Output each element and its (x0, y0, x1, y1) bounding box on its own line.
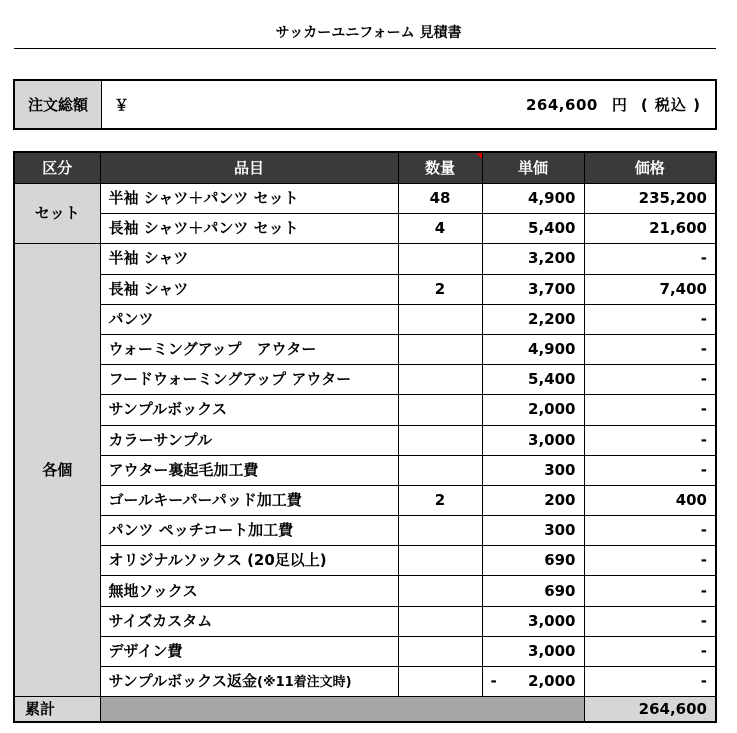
item-cell: 半袖 シャツ＋パンツ セット (100, 184, 398, 214)
price-cell: - (584, 334, 716, 364)
table-row (14, 304, 716, 334)
quantity-cell: 48 (398, 184, 482, 214)
unit-price-cell: 300 (482, 516, 584, 546)
price-cell: - (584, 546, 716, 576)
quantity-cell (398, 425, 482, 455)
item-cell: カラーサンプル (100, 425, 398, 455)
document-title: サッカーユニフォーム 見積書 (275, 25, 462, 41)
order-total-box (13, 79, 717, 130)
unit-price-cell: 3,000 (482, 636, 584, 666)
header-quantity-label: 数量 (424, 158, 455, 177)
order-total-amount: 264,600 (526, 95, 598, 114)
title-underline (14, 48, 716, 49)
table-header-row (14, 152, 716, 184)
item-cell: 無地ソックス (100, 576, 398, 606)
price-cell: 7,400 (584, 274, 716, 304)
header-quantity (398, 152, 482, 184)
price-cell: - (584, 425, 716, 455)
item-cell: パンツ ペッチコート加工費 (100, 516, 398, 546)
price-cell: 235,200 (584, 184, 716, 214)
table-row (14, 244, 716, 274)
price-cell: - (584, 636, 716, 666)
table-row (14, 425, 716, 455)
quantity-cell (398, 576, 482, 606)
quantity-cell: 2 (398, 274, 482, 304)
item-cell: デザイン費 (100, 636, 398, 666)
item-cell (100, 667, 398, 697)
price-cell: - (584, 244, 716, 274)
unit-price-cell: 690 (482, 576, 584, 606)
item-cell: ウォーミングアップ アウター (100, 334, 398, 364)
group-label-individual: 各個 (14, 244, 100, 697)
price-cell: 21,600 (584, 214, 716, 244)
item-cell: パンツ (100, 304, 398, 334)
unit-price-cell: 5,400 (482, 214, 584, 244)
quantity-cell (398, 546, 482, 576)
unit-price-cell: 200 (482, 485, 584, 515)
price-cell: - (584, 606, 716, 636)
quantity-cell (398, 395, 482, 425)
quantity-cell (398, 334, 482, 364)
currency-symbol: ￥ (114, 96, 130, 114)
item-cell: ゴールキーパーパッド加工費 (100, 485, 398, 515)
quantity-cell: 2 (398, 485, 482, 515)
unit-price-cell: 300 (482, 455, 584, 485)
table-row (14, 516, 716, 546)
table-row (14, 395, 716, 425)
quantity-cell (398, 244, 482, 274)
price-cell: - (584, 455, 716, 485)
table-row (14, 485, 716, 515)
quantity-cell (398, 365, 482, 395)
unit-price-cell: 690 (482, 546, 584, 576)
table-row (14, 455, 716, 485)
price-cell: - (584, 667, 716, 697)
item-cell: フードウォーミングアップ アウター (100, 365, 398, 395)
table-row (14, 576, 716, 606)
price-cell: - (584, 576, 716, 606)
unit-price-cell: 2,000 (482, 395, 584, 425)
quantity-cell (398, 304, 482, 334)
estimate-table (13, 151, 717, 723)
unit-price-cell: 3,200 (482, 244, 584, 274)
unit-price-cell: 3,700 (482, 274, 584, 304)
negative-sign: - (490, 672, 497, 691)
cumulative-total-bar (100, 697, 584, 723)
table-row (14, 667, 716, 697)
item-cell: 長袖 シャツ (100, 274, 398, 304)
item-cell: サンプルボックス (100, 395, 398, 425)
table-row (14, 184, 716, 214)
price-cell: - (584, 395, 716, 425)
quantity-cell (398, 667, 482, 697)
order-total-label: 注文総額 (15, 81, 102, 128)
quantity-cell (398, 516, 482, 546)
header-unit-price: 単価 (482, 152, 584, 184)
comment-marker-icon[interactable] (476, 153, 482, 159)
table-row (14, 214, 716, 244)
item-cell: 半袖 シャツ (100, 244, 398, 274)
quantity-cell (398, 455, 482, 485)
quantity-cell (398, 606, 482, 636)
unit-price-cell: 3,000 (482, 425, 584, 455)
cumulative-total-label: 累計 (14, 697, 100, 723)
quantity-cell (398, 636, 482, 666)
price-cell: - (584, 304, 716, 334)
table-row (14, 606, 716, 636)
refund-item-note: (※11着注文時) (257, 675, 352, 691)
yen-unit: 円 (611, 96, 627, 114)
table-row (14, 636, 716, 666)
cumulative-total-value: 264,600 (584, 697, 716, 723)
group-label-set: セット (14, 184, 100, 244)
item-cell: サイズカスタム (100, 606, 398, 636)
header-category: 区分 (14, 152, 100, 184)
price-cell: 400 (584, 485, 716, 515)
item-cell: アウター裏起毛加工費 (100, 455, 398, 485)
tax-included-note: ( 税込 ) (640, 96, 701, 114)
unit-price-cell: 2,200 (482, 304, 584, 334)
price-cell: - (584, 516, 716, 546)
quantity-cell: 4 (398, 214, 482, 244)
table-row (14, 365, 716, 395)
table-row (14, 334, 716, 364)
unit-price-cell: 3,000 (482, 606, 584, 636)
table-row (14, 546, 716, 576)
unit-price-cell: 5,400 (482, 365, 584, 395)
unit-price-cell (482, 667, 584, 697)
price-cell: - (584, 365, 716, 395)
refund-item-label: サンプルボックス返金 (108, 672, 258, 691)
refund-unit-price: 2,000 (528, 672, 576, 691)
table-row (14, 274, 716, 304)
header-price: 価格 (584, 152, 716, 184)
header-item: 品目 (100, 152, 398, 184)
item-cell: 長袖 シャツ＋パンツ セット (100, 214, 398, 244)
unit-price-cell: 4,900 (482, 184, 584, 214)
unit-price-cell: 4,900 (482, 334, 584, 364)
order-total-value (154, 81, 715, 128)
cumulative-total-row (14, 697, 716, 723)
item-cell: オリジナルソックス (20足以上) (100, 546, 398, 576)
